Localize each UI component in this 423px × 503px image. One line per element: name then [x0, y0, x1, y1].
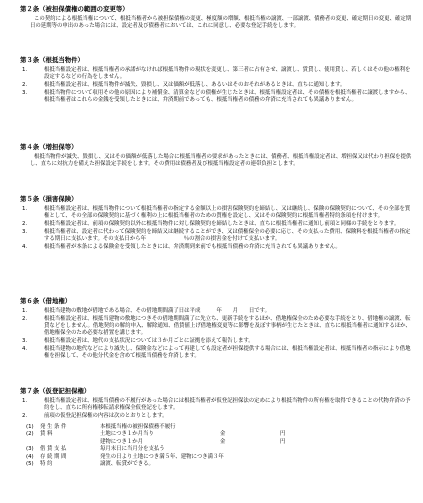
item-number: 2.: [22, 82, 28, 88]
item-number: 4.: [22, 345, 28, 352]
term-unit: 円: [280, 438, 286, 445]
item-text: 根抵当権設定者は、根抵当権者の承諾がなければ根抵当物件の現状を変更し、第三者に占有させ、譲渡し、賃貸し、使用貸し、若しくはその他の権利を設定するなどの行為をしません。: [44, 67, 411, 81]
lease-term-row: [26, 424, 412, 431]
item-text: 根抵当権者が本条による保険金を受領したときには、弁済期到来前でも根抵当債務の弁済に充当されても異議ありません。: [44, 243, 341, 250]
item-text: 根抵当権設定者は、根抵当物件が滅失、毀損し、又は価額が低落し、あるいはそのおそれがあるときは、直ちに通知します。: [44, 82, 346, 88]
section-3-title: 第３条（根抵当物件）: [20, 56, 84, 64]
section-4-body: 根抵当物件が滅失、毀損し、又はその価額が低落した場合に根抵当権者の要求があったときには、債務者、根抵当権設定者は、増担保又は代わり担保を提供し、直ちに対抗力を備えた担保設定手続をします。その費用は債務者及び根抵当権設定者の連帯負担とします。: [30, 154, 412, 168]
section-3-item: [20, 90, 412, 104]
term-value: [100, 439, 412, 446]
section-6-item: [20, 346, 412, 360]
term-number: (3): [26, 446, 34, 453]
section-5-item: [20, 206, 412, 220]
term-number: [26, 439, 40, 446]
item-text: 根抵当建物の地代などにより滅失し、保険金などによって再建しても設定者が担保提供する場合には、根抵当権設定者は、根抵当権者の指示により借地権を担保して、その他分代金を含めて根抵当債務を弁済します。: [44, 345, 411, 359]
item-text: 根抵当権設定者は、根抵当建物の敷地につきその借地期間満了に先立ち、更新手続をするほか、借地権保全のため必要な手続をとり、借地権の譲渡、転貸などをしません。借地契約の解約申入、解除通知、借賃値上げ借地権変更等に影響を及ぼす事柄が生じたときは、直ちに根抵当権者に通知するほか、借地権保全のため必要な措置を講じます。: [44, 316, 411, 336]
item-text: 根抵当権設定者は、根抵当債務の不履行があった場合には根抵当権者が仮登記担保法の定めにより根抵当物件の所有権を取得できることの代物弁済の予約をし、直ちに所有権移転請求権保全仮登記をします。: [44, 398, 411, 412]
term-label: 特約: [40, 460, 54, 467]
item-number: 1.: [22, 67, 28, 74]
lease-term-row: [26, 431, 412, 438]
section-6-title: 第６条（借地権）: [20, 297, 72, 305]
term-number: (2): [26, 431, 34, 438]
term-value: [100, 431, 412, 438]
section-7-item: [20, 398, 412, 412]
term-label: 発生条件: [40, 423, 68, 430]
section-2: [20, 5, 412, 30]
item-number: 4.: [22, 243, 28, 250]
term-value-text: 本根抵当権の被担保債務不履行: [100, 423, 176, 430]
lease-term-row: [26, 446, 412, 453]
item-number: 1.: [22, 206, 28, 213]
lease-term-row: [26, 461, 412, 468]
section-5: [20, 195, 412, 252]
section-3-item: [20, 67, 412, 81]
section-3: [20, 56, 412, 105]
lease-term-row: [26, 439, 412, 446]
term-value: [100, 454, 412, 461]
term-value-text: 毎月末日に当月分を支払う: [100, 446, 165, 453]
section-2-title: 第２条（被担保債権の範囲の変更等）: [20, 5, 129, 13]
term-value: [100, 424, 412, 431]
term-currency: 金: [220, 438, 226, 445]
item-number: 2.: [22, 413, 28, 419]
term-label: [40, 439, 100, 446]
item-number: 3.: [22, 228, 28, 235]
item-text: 根抵当権設定者は、根抵当物件について根抵当権者の指定する金額以上の損害保険契約を締結し、又は継続し、保険の保険契約について、その全部を質権として、その全部の保険契約に基づく権利の上に根抵当権者のための質権を設定し、又はその保険契約に根抵当権者特約条項を付けます。: [44, 206, 411, 220]
section-6-item: [20, 316, 412, 337]
item-text: 根抵当建物の敷地が借地である場合、その借地期間満了日は平成 年 月 日です。: [44, 308, 270, 315]
section-3-item: [20, 82, 412, 89]
item-number: 3.: [22, 337, 28, 344]
term-value-text: 譲渡、転貸ができる。: [100, 460, 154, 467]
section-4: [20, 143, 412, 168]
lease-terms-list: [26, 424, 412, 468]
term-currency: 金: [220, 431, 226, 438]
section-6-item: [20, 338, 412, 345]
item-text: 根抵当権者は、設定者に代わって保険契約を締結又は継続することができ、又は債権保全の必要に応じ、その支払った費用、保険料を根抵当権者の指定する期日に支払います。その支払日から年 ％の割合の損害金を付けて支払います。: [44, 228, 411, 242]
item-number: 1.: [22, 308, 28, 315]
term-number: (5): [26, 460, 34, 467]
term-currency: [220, 461, 280, 468]
section-6-item: [20, 308, 412, 315]
section-2-body: この契約による根抵当権について、根抵当権者から被担保債権の変更、極度額の増額、根抵当権の譲渡、一部譲渡、債務者の変更、確定期日の変更、確定期日の延期等の申出のあった場合には、設定者及び債務者においては、これに同意し、必要な登記手続をします。: [30, 16, 412, 30]
term-currency: [220, 424, 280, 431]
term-number: (4): [26, 453, 34, 460]
item-number: 1.: [22, 398, 28, 405]
item-number: 2.: [22, 316, 28, 323]
lease-term-row: [26, 454, 412, 461]
section-5-item: [20, 229, 412, 243]
term-number: (1): [26, 423, 34, 430]
section-7: [20, 387, 412, 468]
section-7-item: [20, 413, 412, 420]
term-value: [100, 446, 412, 453]
term-value-text: 土地につき１か月当り: [100, 431, 154, 438]
section-5-title: 第５条（損害保険）: [20, 195, 78, 203]
term-label: 借賃支払: [40, 446, 68, 453]
section-5-item: [20, 221, 412, 228]
item-number: 2.: [22, 221, 28, 227]
section-6: [20, 297, 412, 361]
item-text: 根抵当権設定者は、地代の支払状況については３か月ごとに証拠を添えて報告します。: [44, 337, 254, 344]
section-4-title: 第４条（増担保等）: [20, 143, 78, 151]
item-text: 前項の仮登記担保権の内容は次のとおりとします。: [44, 413, 168, 419]
section-7-title: 第７条（仮登記担保権）: [20, 387, 91, 395]
item-number: 3.: [22, 89, 28, 96]
item-text: 根抵当権設定者は、前項の保険契約以外に根抵当物件に対し保険契約を締結したときは、直ちに根抵当権者に通知し前項と同様の手続をとります。: [44, 221, 400, 227]
term-label: 存続期間: [40, 453, 68, 460]
section-5-item: [20, 244, 412, 251]
term-label: 賃料: [40, 431, 54, 438]
term-currency: [220, 446, 280, 453]
term-unit: 円: [280, 431, 286, 438]
item-text: 根抵当物件について収用その他の原因により補償金、清算金などの債権が生じたときは、根抵当権設定者は、その債権を根抵当権者に譲渡しますから、根抵当権者はこれらの金銭を受領したときには、弁済期前であっても、根抵当権者の債務の弁済に充当されても異議ありません。: [44, 89, 411, 103]
term-value: [100, 461, 412, 468]
term-value-text: 発生の日より土地につき満５年、建物につき満３年: [100, 453, 224, 460]
term-value-text: 建物につき１か月: [100, 438, 144, 445]
